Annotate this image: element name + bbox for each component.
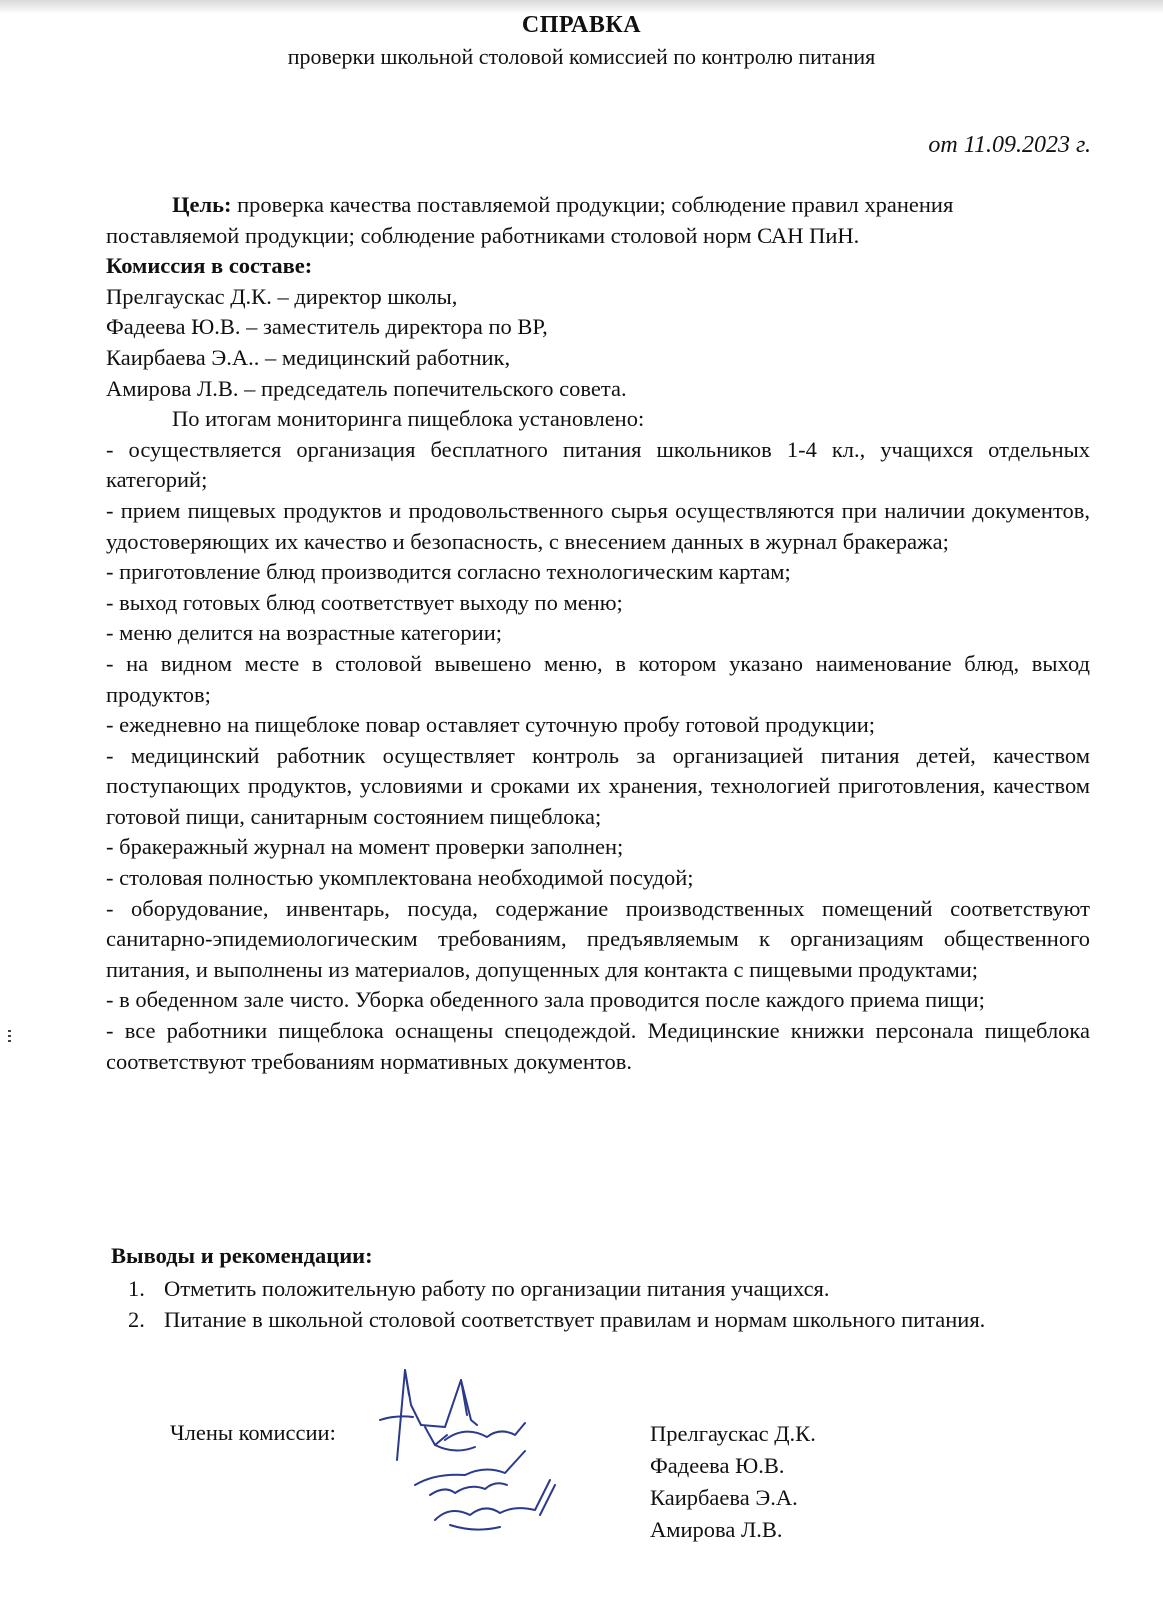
finding-item: - выход готовых блюд соответствует выходу по меню; [106, 589, 623, 615]
commission-heading: Комиссия в составе: [106, 253, 313, 279]
recommendation-number: 2. [128, 1306, 145, 1332]
document-title: СПРАВКА [521, 12, 642, 38]
conclusions-heading: Выводы и рекомендации: [111, 1243, 373, 1268]
document-subtitle: проверки школьной столовой комиссией по контролю питания [287, 44, 876, 69]
member-name: Каирбаева Э.А. [650, 1485, 798, 1510]
member-name: Фадеева Ю.В. [650, 1453, 785, 1478]
finding-item: - осуществляется организация бесплатного питания школьников 1-4 кл., учащихся отдельных категорий; [106, 436, 1090, 493]
members-label: Члены комиссии: [170, 1420, 336, 1445]
scan-margin-mark [8, 1030, 11, 1044]
finding-item: - меню делится на возрастные категории; [106, 620, 502, 646]
member-name: Прелгаускас Д.К. [650, 1421, 816, 1446]
finding-item: - медицинский работник осуществляет контроль за организацией питания детей, качеством поступающих продуктов, условиями и сроками их хранения, технологией приготовления, качеством готовой пищи, санитарным состоянием пищеблока; [106, 742, 1090, 829]
finding-item: - в обеденном зале чисто. Уборка обеденного зала проводится после каждого приема пищи; [106, 987, 985, 1013]
commission-member-line: Амирова Л.В. – председатель попечительского совета. [106, 375, 627, 401]
member-name: Амирова Л.В. [650, 1517, 783, 1542]
recommendations-list [106, 1274, 1066, 1335]
finding-item: - приготовление блюд производится согласно технологическим картам; [106, 559, 791, 585]
recommendation-text: Питание в школьной столовой соответствует правилам и нормам школьного питания. [164, 1306, 986, 1332]
finding-item: - на видном месте в столовой вывешено меню, в котором указано наименование блюд, выход продуктов; [106, 650, 1090, 707]
document-body [106, 190, 1090, 1077]
finding-item: - столовая полностью укомплектована необходимой посудой; [106, 865, 694, 891]
finding-item: - оборудование, инвентарь, посуда, содержание производственных помещений соответствуют санитарно-эпидемиологическим требованиям, предъявляемым к организациям общественного питания, и выполнены из материалов, допущенных для контакта с пищевыми продуктами; [106, 895, 1090, 982]
handwritten-signatures [375, 1365, 605, 1575]
goal-paragraph [106, 190, 1090, 251]
members-list [650, 1418, 816, 1546]
goal-text: проверка качества поставляемой продукции; соблюдение правил хранения поставляемой продукции; соблюдение работниками столовой норм САН ПиН. [106, 192, 954, 248]
recommendation-number: 1. [128, 1276, 145, 1301]
finding-item: - ежедневно на пищеблоке повар оставляет суточную пробу готовой продукции; [106, 712, 876, 738]
document-date: от 11.09.2023 г. [928, 132, 1091, 158]
finding-item: - прием пищевых продуктов и продовольственного сырья осуществляются при наличии документов, удостоверяющих их качество и безопасность, с внесением данных в журнал бракеража; [106, 497, 1090, 554]
recommendation-item [106, 1305, 1066, 1336]
finding-item: - все работники пищеблока оснащены спецодеждой. Медицинские книжки персонала пищеблока соответствуют требованиям нормативных документов. [106, 1018, 1090, 1074]
findings-intro: По итогам мониторинга пищеблока установлено: [172, 406, 645, 432]
commission-member-line: Прелгаускас Д.К. – директор школы, [106, 283, 458, 309]
recommendation-item [106, 1274, 1066, 1305]
goal-label: Цель: [172, 192, 232, 217]
commission-member-line: Каирбаева Э.А.. – медицинский работник, [106, 344, 511, 370]
recommendation-text: Отметить положительную работу по организации питания учащихся. [164, 1276, 830, 1301]
finding-item: - бракеражный журнал на момент проверки заполнен; [106, 834, 624, 860]
commission-member-line: Фадеева Ю.В. – заместитель директора по ВР, [106, 314, 548, 340]
